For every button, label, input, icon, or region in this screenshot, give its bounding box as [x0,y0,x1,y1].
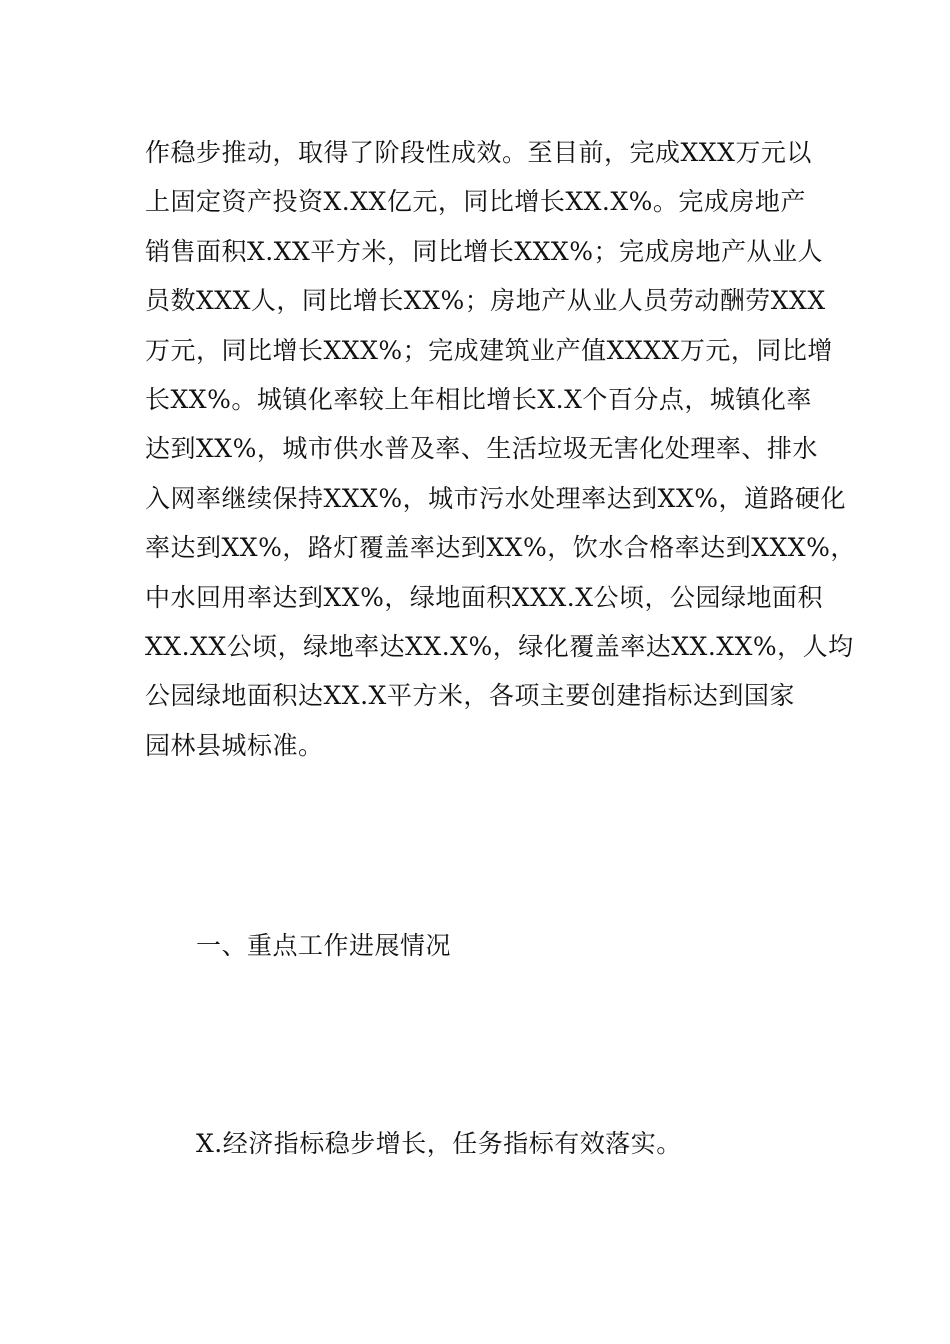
paragraph-line: 万元，同比增长XXX%；完成建筑业产值XXXX万元，同比增 [145,335,833,365]
paragraph-line: 员数XXX人，同比增长XX%；房地产从业人员劳动酬劳XXX [145,286,826,316]
paragraph-line: 作稳步推动，取得了阶段性成效。至目前，完成XXX万元以 [145,138,812,167]
section-heading: 一、重点工作进展情况 [196,931,452,960]
paragraph-line: 园林县城标准。 [145,730,324,760]
paragraph-line: 率达到XX%，路灯覆盖率达到XX%，饮水合格率达到XXX%， [145,533,856,563]
paragraph-line: 中水回用率达到XX%，绿地面积XXX.X公顷，公园绿地面积 [145,582,823,612]
paragraph-line: XX.XX公顷，绿地率达XX.X%，绿化覆盖率达XX.XX%，人均 [145,631,854,661]
paragraph-line: 长XX%。城镇化率较上年相比增长X.X个百分点，城镇化率 [145,384,812,414]
body-paragraph [145,128,856,770]
paragraph-line: 公园绿地面积达XX.X平方米，各项主要创建指标达到国家 [145,681,795,711]
paragraph-line: 达到XX%，城市供水普及率、生活垃圾无害化处理率、排水 [145,434,818,464]
paragraph-line: 入网率继续保持XXX%，城市污水处理率达到XX%，道路硬化 [145,483,847,513]
paragraph-line: 上固定资产投资X.XX亿元，同比增长XX.X%。完成房地产 [145,187,806,217]
paragraph-line: 销售面积X.XX平方米，同比增长XXX%；完成房地产从业人 [145,236,823,266]
subsection-heading: X.经济指标稳步增长，任务指标有效落实。 [196,1129,682,1158]
